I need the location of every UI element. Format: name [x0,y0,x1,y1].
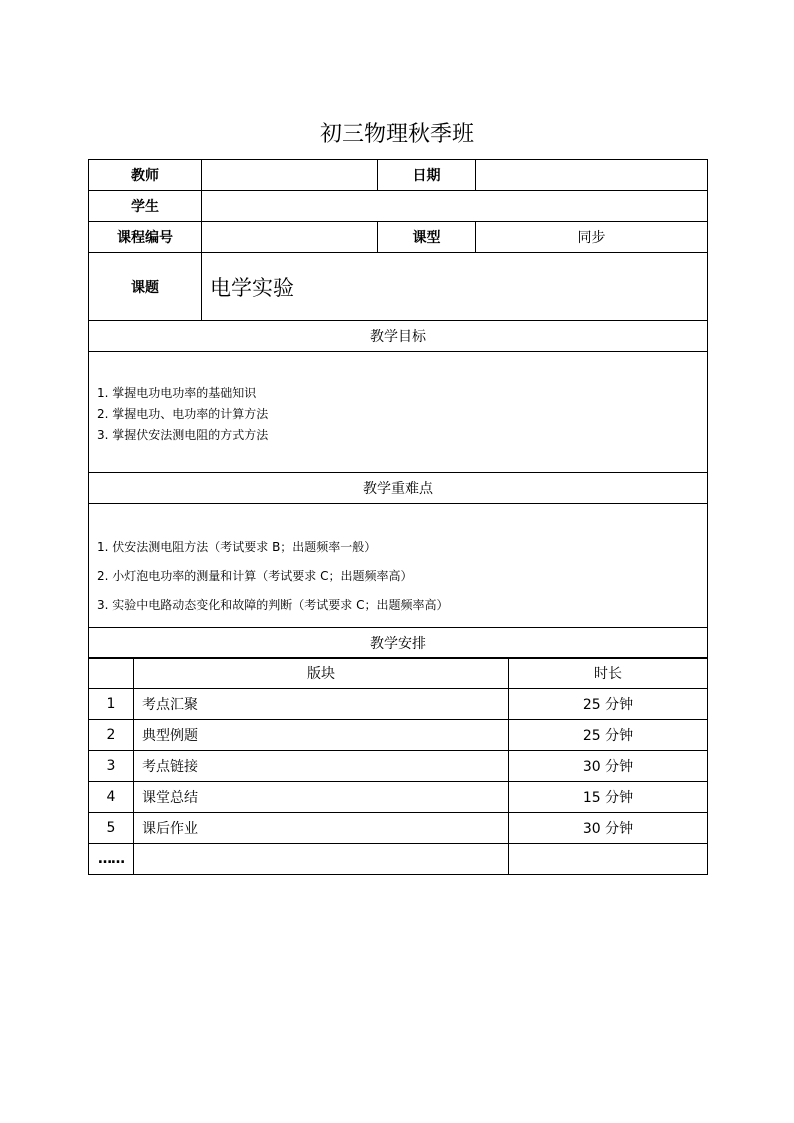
schedule-heading: 教学安排 [89,628,708,659]
course-no-label: 课程编号 [89,222,202,253]
lesson-info-table [88,159,708,659]
course-no-field[interactable] [202,222,378,253]
topic-label: 课题 [89,253,202,321]
lesson-type-label: 课型 [378,222,476,253]
empty-cell [509,844,708,875]
date-label: 日期 [378,160,476,191]
duration-column-header: 时长 [509,658,708,689]
row-number: 4 [89,782,134,813]
schedule-table [88,657,708,875]
key-points-section [89,504,708,628]
lesson-type-value: 同步 [476,222,708,253]
date-field[interactable] [476,160,708,191]
page-title: 初三物理秋季班 [319,122,474,147]
student-field[interactable] [202,191,708,222]
table-row [89,782,708,813]
row-duration: 15 分钟 [509,782,708,813]
key-points-heading: 教学重难点 [89,473,708,504]
index-column-header [89,658,134,689]
row-section: 课后作业 [134,813,509,844]
table-row [89,720,708,751]
list-item: 1. 伏安法测电阻方法（考试要求 B；出题频率一般） [97,540,377,554]
student-label: 学生 [89,191,202,222]
list-item: 2. 掌握电功、电功率的计算方法 [97,407,269,421]
row-number: 3 [89,751,134,782]
more-marker: …… [89,844,134,875]
list-item: 1. 掌握电功电功率的基础知识 [97,386,257,400]
row-section: 典型例题 [134,720,509,751]
row-section: 考点链接 [134,751,509,782]
empty-cell [134,844,509,875]
list-item: 3. 实验中电路动态变化和故障的判断（考试要求 C；出题频率高） [97,598,449,612]
table-row [89,844,708,875]
row-duration: 30 分钟 [509,813,708,844]
teacher-label: 教师 [89,160,202,191]
row-section: 考点汇聚 [134,689,509,720]
table-row [89,751,708,782]
table-row [89,813,708,844]
row-duration: 30 分钟 [509,751,708,782]
row-number: 1 [89,689,134,720]
table-row [89,689,708,720]
row-section: 课堂总结 [134,782,509,813]
objectives-section [89,352,708,473]
row-number: 5 [89,813,134,844]
row-duration: 25 分钟 [509,689,708,720]
list-item: 3. 掌握伏安法测电阻的方式方法 [97,428,269,442]
objectives-heading: 教学目标 [89,321,708,352]
table-header-row [89,658,708,689]
section-column-header: 版块 [134,658,509,689]
row-number: 2 [89,720,134,751]
row-duration: 25 分钟 [509,720,708,751]
teacher-field[interactable] [202,160,378,191]
list-item: 2. 小灯泡电功率的测量和计算（考试要求 C；出题频率高） [97,569,413,583]
topic-value: 电学实验 [202,253,708,321]
